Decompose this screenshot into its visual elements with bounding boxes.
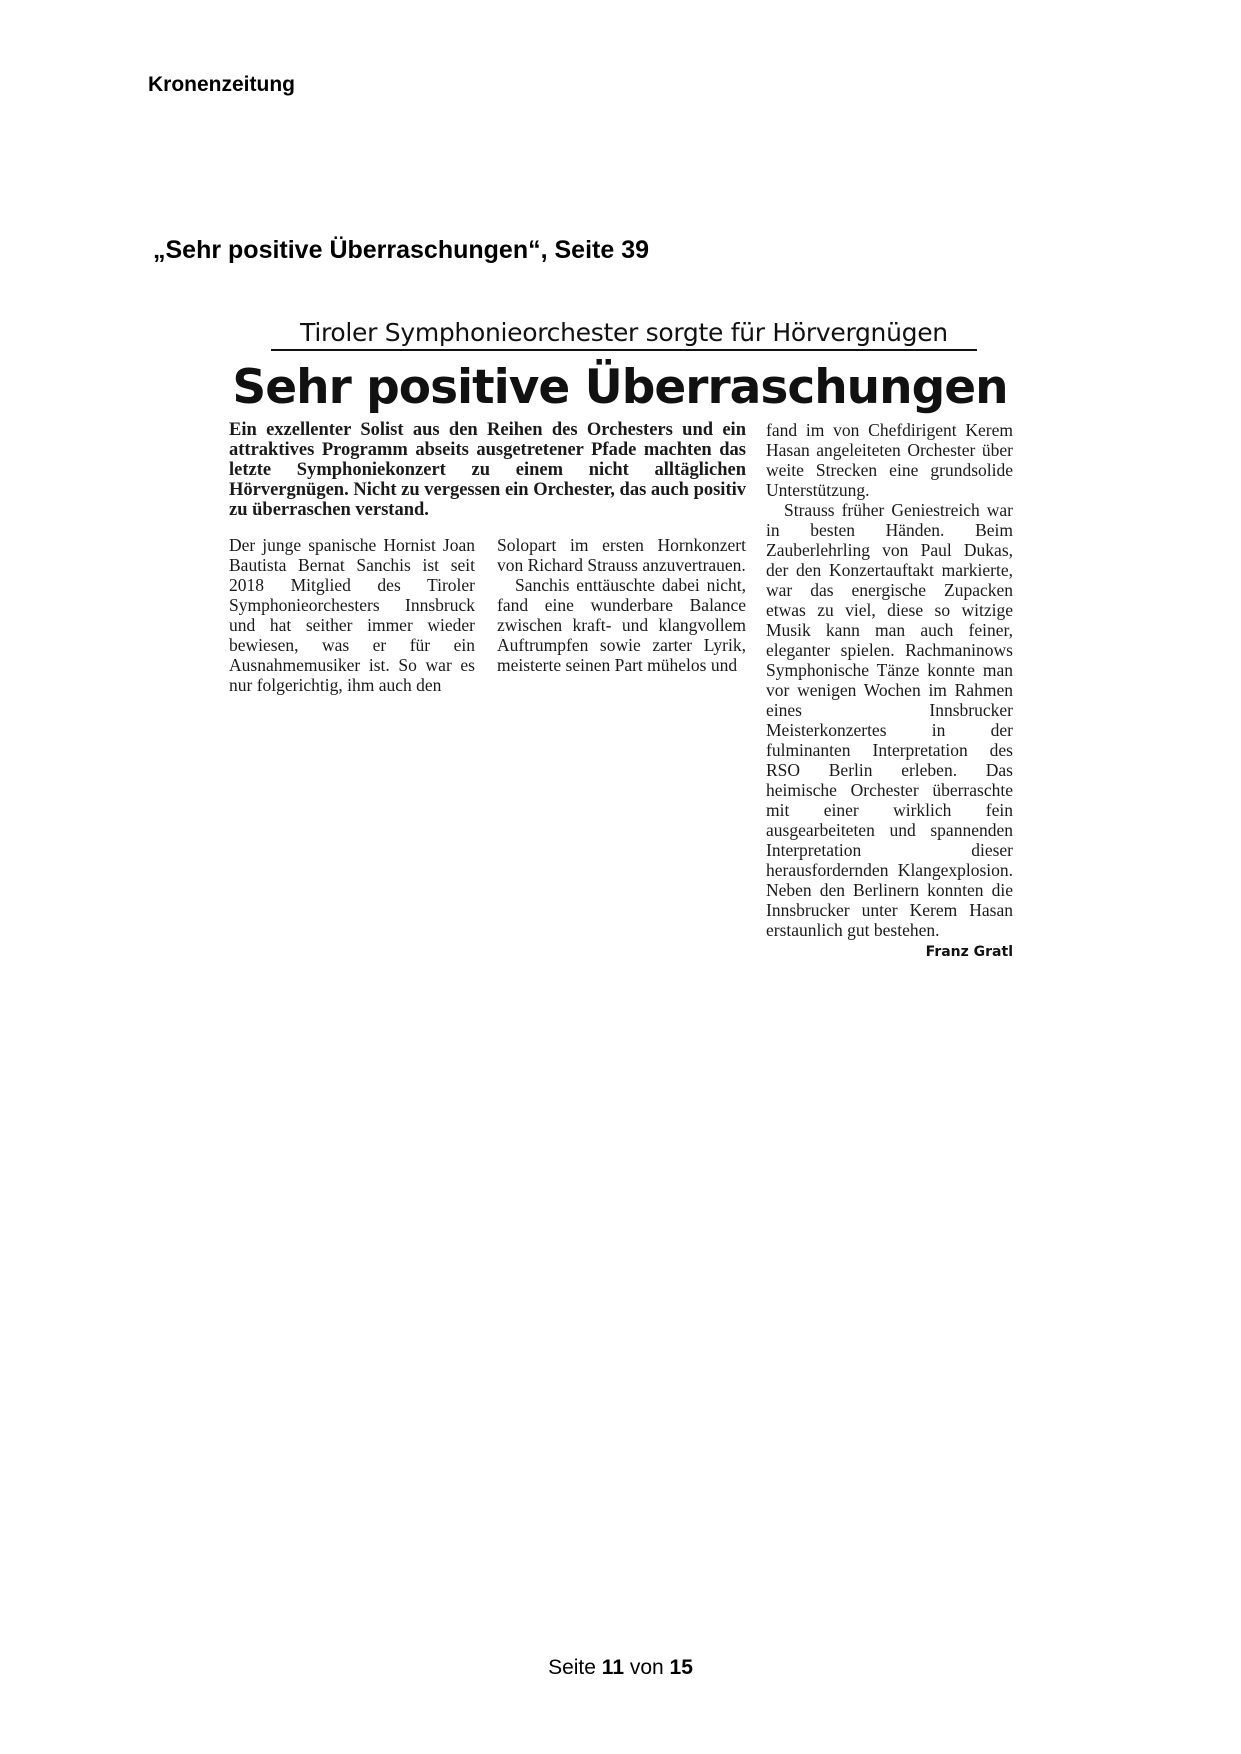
- article-column-3: [766, 420, 1013, 962]
- column-2-paragraph-2: Sanchis enttäuschte dabei nicht, fand eine wunderbare Balance zwischen kraft- und klangvollem Auftrumpfen sowie zarter Lyrik, meisterte seinen Part mühelos und: [497, 575, 746, 675]
- footer-total-pages: 15: [669, 1656, 693, 1679]
- footer-separator: von: [629, 1656, 664, 1679]
- source-name: Kronenzeitung: [148, 73, 295, 96]
- kicker-underline: [271, 349, 977, 351]
- footer-page-label: Seite: [548, 1656, 596, 1679]
- article-lead: Ein exzellenter Solist aus den Reihen des Orchesters und ein attraktives Programm abseits ausgetretener Pfade machten das letzte Symphoniekonzert zu einem nicht alltäglichen Hörvergnügen. Nicht zu vergessen ein Orchester, das auch positiv zu überraschen verstand.: [229, 420, 746, 520]
- column-2-paragraph-1: Solopart im ersten Hornkonzert von Richard Strauss anzuvertrauen.: [497, 535, 746, 575]
- article-kicker: Tiroler Symphonieorchester sorgte für Hörvergnügen: [300, 318, 948, 347]
- column-3-paragraph-1: fand im von Chefdirigent Kerem Hasan angeleiteten Orchester über weite Strecken eine grundsolide Unterstützung.: [766, 420, 1013, 500]
- newspaper-clipping: [225, 318, 1015, 1048]
- article-column-2: [497, 535, 746, 675]
- page-footer: [0, 1656, 1241, 1680]
- kicker-block: [271, 318, 977, 351]
- column-3-paragraph-2: Strauss früher Geniestreich war in besten Händen. Beim Zauberlehrling von Paul Dukas, der den Konzertauftakt markierte, war das energische Zupacken etwas zu viel, diese so witzige Musik kann man auch feiner, eleganter spielen. Rachmaninows Symphonische Tänze konnte man vor wenigen Wochen im Rahmen eines Innsbrucker Meisterkonzertes in der fulminanten Interpretation des RSO Berlin erleben. Das heimische Orchester überraschte mit einer wirklich fein ausgearbeiteten und spannenden Interpretation dieser herausfordernden Klangexplosion. Neben den Berlinern konnten die Innsbrucker unter Kerem Hasan erstaunlich gut bestehen.: [766, 500, 1013, 940]
- article-byline: Franz Gratl: [925, 944, 1013, 960]
- article-headline: Sehr positive Überraschungen: [232, 360, 1008, 415]
- article-column-1: [229, 535, 475, 695]
- clipping-title: „Sehr positive Überraschungen“, Seite 39: [153, 236, 649, 264]
- column-1-paragraph-1: Der junge spanische Hornist Joan Bautista Bernat Sanchis ist seit 2018 Mitglied des Tiroler Symphonieorchesters Innsbruck und hat seither immer wieder bewiesen, was er für ein Ausnahmemusiker ist. So war es nur folgerichtig, ihm auch den: [229, 535, 475, 695]
- footer-current-page: 11: [601, 1656, 624, 1679]
